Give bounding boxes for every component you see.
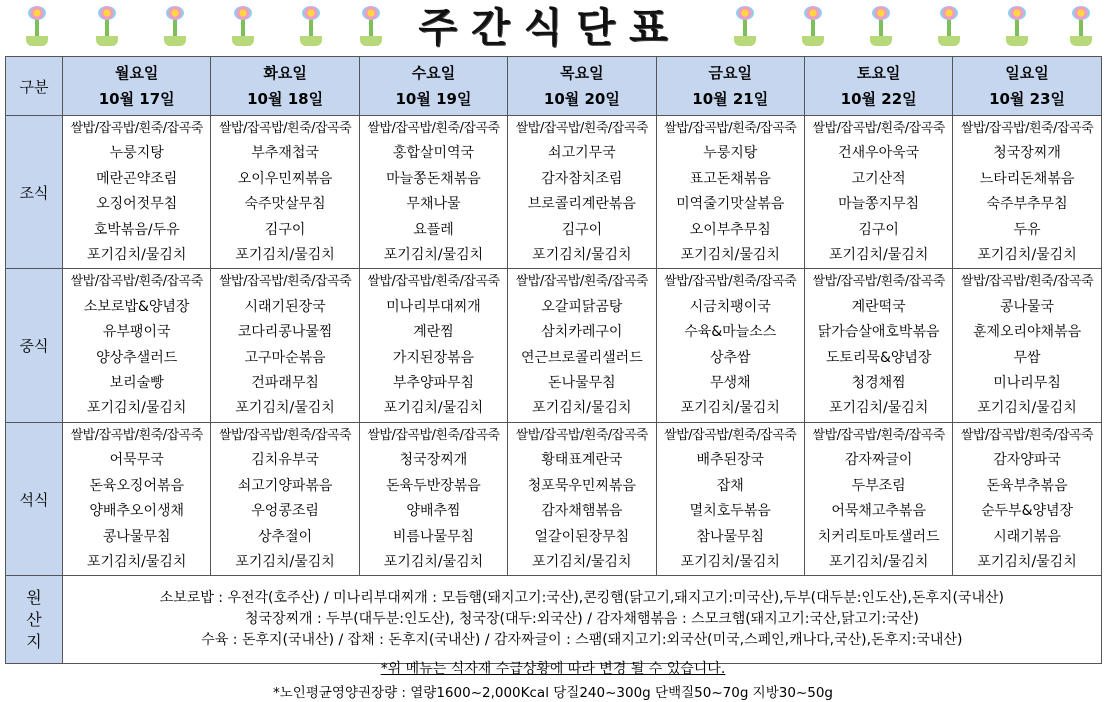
menu-item: 황태표계란국 <box>541 452 623 469</box>
flower-pot-icon <box>22 4 52 48</box>
meal-row <box>6 116 1102 269</box>
menu-item: 무쌈 <box>1013 349 1041 366</box>
menu-item: 감자채햄볶음 <box>541 503 623 520</box>
menu-item: 잡채 <box>716 477 744 494</box>
menu-item: 멸치호두볶음 <box>689 503 771 520</box>
menu-cell <box>63 116 211 269</box>
menu-item: 마늘쫑지무침 <box>838 196 920 213</box>
flower-pot-icon <box>1002 4 1032 48</box>
day-date: 10월 21일 <box>692 90 769 108</box>
menu-item: 시금치팽이국 <box>689 298 771 315</box>
meal-row <box>6 422 1102 575</box>
menu-cell <box>804 269 952 422</box>
menu-item: 두유 <box>1013 221 1041 238</box>
flower-pot-icon <box>730 4 760 48</box>
menu-item: 홍합살미역국 <box>392 145 475 162</box>
menu-item: 김구이 <box>561 221 603 238</box>
menu-cell <box>508 116 656 269</box>
menu-item: 쌀밥/잡곡밥/흰죽/잡곡죽 <box>960 121 1094 136</box>
flower-pot-icon <box>866 4 896 48</box>
day-name: 화요일 <box>263 64 307 82</box>
menu-item: 포기김치/물김치 <box>532 247 632 264</box>
menu-item: 포기김치/물김치 <box>383 553 484 570</box>
menu-item: 상추쌈 <box>709 349 751 366</box>
menu-item: 미역줄기맛살볶음 <box>676 196 785 213</box>
meal-label: 석식 <box>6 422 63 575</box>
menu-item: 쌀밥/잡곡밥/흰죽/잡곡죽 <box>664 121 797 136</box>
menu-item: 쇠고기무국 <box>548 145 616 162</box>
day-name: 목요일 <box>560 64 604 82</box>
menu-item: 포기김치/물김치 <box>977 400 1077 417</box>
menu-item: 미나리무침 <box>993 375 1061 392</box>
menu-item: 포기김치/물김치 <box>87 400 187 417</box>
menu-item: 보리술빵 <box>109 375 164 392</box>
menu-cell <box>508 422 656 575</box>
menu-item: 감자참치조림 <box>541 170 623 187</box>
menu-item: 배추된장국 <box>696 452 765 469</box>
menu-cell <box>953 116 1101 269</box>
origin-label-char: 지 <box>26 631 42 651</box>
origin-label <box>6 576 63 664</box>
menu-item: 포기김치/물김치 <box>532 400 632 417</box>
menu-item: 쌀밥/잡곡밥/흰죽/잡곡죽 <box>218 121 352 136</box>
menu-item: 쌀밥/잡곡밥/흰죽/잡곡죽 <box>70 121 203 136</box>
menu-item: 청국장찌개 <box>399 452 468 469</box>
day-date: 10월 19일 <box>395 90 472 108</box>
flower-pot-icon <box>798 4 828 48</box>
menu-item: 건새우아욱국 <box>838 145 920 162</box>
origin-label-char: 원 <box>26 587 42 607</box>
menu-item: 우엉콩조림 <box>251 503 319 520</box>
menu-item: 메란곤약조림 <box>96 170 178 187</box>
origin-line: 청국장찌개 : 두부(대두분:인도산), 청국장(대두:외국산) / 감자채햄볶음 : 스모크햄(돼지고기:국산,닭고기:국산) <box>244 611 919 628</box>
origin-row <box>6 576 1102 664</box>
menu-item: 포기김치/물김치 <box>235 247 335 264</box>
day-date: 10월 18일 <box>247 90 324 108</box>
menu-item: 고구마순볶음 <box>244 349 326 366</box>
menu-item: 두부조림 <box>851 477 906 494</box>
day-date: 10월 23일 <box>989 90 1066 108</box>
menu-item: 도토리묵&양념장 <box>825 349 932 366</box>
menu-item: 양상추샐러드 <box>96 349 178 366</box>
menu-cell <box>63 422 211 575</box>
menu-item: 어묵채고추볶음 <box>831 503 926 520</box>
origin-info <box>63 576 1102 664</box>
menu-cell <box>211 116 359 269</box>
menu-item: 포기김치/물김치 <box>87 553 187 570</box>
menu-item: 소보로밥&양념장 <box>83 298 190 315</box>
menu-item: 콩나물국 <box>999 298 1055 315</box>
menu-item: 포기김치/물김치 <box>235 553 335 570</box>
menu-item: 포기김치/물김치 <box>532 553 632 570</box>
flower-pot-icon <box>92 4 122 48</box>
menu-item: 호박볶음/두유 <box>93 221 180 238</box>
title-banner <box>0 0 1106 56</box>
menu-item: 코다리콩나물찜 <box>237 324 333 341</box>
menu-item: 쇠고기양파볶음 <box>237 477 333 494</box>
menu-item: 콩나물무침 <box>102 528 171 545</box>
menu-item: 수육&마늘소스 <box>684 324 777 341</box>
day-name: 수요일 <box>411 64 456 82</box>
menu-item: 쌀밥/잡곡밥/흰죽/잡곡죽 <box>367 427 500 443</box>
menu-item: 참나물무침 <box>696 528 765 545</box>
menu-item: 포기김치/물김치 <box>828 400 929 417</box>
flower-pot-icon <box>934 4 964 48</box>
category-header: 구분 <box>6 57 63 116</box>
flower-pot-icon <box>1066 4 1096 48</box>
menu-item: 돈육부추볶음 <box>986 477 1068 494</box>
menu-item: 쌀밥/잡곡밥/흰죽/잡곡죽 <box>367 121 500 136</box>
menu-item: 유부팽이국 <box>102 324 171 341</box>
menu-item: 쌀밥/잡곡밥/흰죽/잡곡죽 <box>960 274 1094 290</box>
menu-item: 포기김치/물김치 <box>680 400 780 417</box>
menu-item: 계란찜 <box>413 324 454 341</box>
menu-cell <box>804 116 952 269</box>
day-name: 일요일 <box>1005 64 1049 82</box>
menu-item: 시래기볶음 <box>993 528 1061 545</box>
menu-item: 쌀밥/잡곡밥/흰죽/잡곡죽 <box>515 121 648 136</box>
menu-cell <box>656 269 804 422</box>
menu-cell <box>804 422 952 575</box>
menu-item: 계란떡국 <box>851 298 906 315</box>
menu-item: 요플레 <box>413 221 454 238</box>
menu-item: 김구이 <box>264 221 306 238</box>
day-name: 월요일 <box>114 64 159 82</box>
day-name: 토요일 <box>856 64 901 82</box>
menu-item: 고기산적 <box>851 170 906 187</box>
menu-item: 미나리부대찌개 <box>386 298 481 315</box>
menu-item: 오징어젓무침 <box>96 196 178 213</box>
menu-item: 쌀밥/잡곡밥/흰죽/잡곡죽 <box>218 427 352 443</box>
menu-item: 포기김치/물김치 <box>828 553 929 570</box>
flower-pot-icon <box>228 4 258 48</box>
menu-item: 비름나물무침 <box>392 528 475 545</box>
menu-cell <box>63 269 211 422</box>
menu-item: 부추양파무침 <box>392 375 475 392</box>
day-header-mon <box>63 57 211 116</box>
menu-cell <box>656 422 804 575</box>
menu-item: 쌀밥/잡곡밥/흰죽/잡곡죽 <box>664 427 797 443</box>
menu-item: 삼치카레구이 <box>541 324 623 341</box>
origin-label-char: 산 <box>26 609 42 629</box>
menu-item: 훈제오리야채볶음 <box>972 324 1082 341</box>
menu-item: 브로콜리계란볶음 <box>527 196 636 213</box>
menu-item: 느타리돈채볶음 <box>979 170 1075 187</box>
menu-item: 얼갈이된장무침 <box>534 528 630 545</box>
menu-item: 오이우민찌볶음 <box>237 170 333 187</box>
menu-item: 순두부&양념장 <box>981 503 1074 520</box>
menu-item: 쌀밥/잡곡밥/흰죽/잡곡죽 <box>515 427 648 443</box>
menu-item: 포기김치/물김치 <box>383 247 484 264</box>
menu-item: 무생채 <box>709 375 751 392</box>
menu-item: 가지된장볶음 <box>392 349 475 366</box>
menu-item: 쌀밥/잡곡밥/흰죽/잡곡죽 <box>960 427 1094 443</box>
menu-item: 쌀밥/잡곡밥/흰죽/잡곡죽 <box>70 427 203 443</box>
menu-change-notice: *위 메뉴는 식자재 수급상황에 따라 변경 될 수 있습니다. <box>380 661 726 677</box>
menu-item: 치커리토마토샐러드 <box>817 528 940 545</box>
flower-pot-icon <box>296 4 326 48</box>
meal-row <box>6 269 1102 422</box>
day-name: 금요일 <box>708 64 752 82</box>
menu-item: 쌀밥/잡곡밥/흰죽/잡곡죽 <box>515 274 648 290</box>
menu-item: 포기김치/물김치 <box>680 247 780 264</box>
menu-item: 포기김치/물김치 <box>977 553 1077 570</box>
menu-cell <box>656 116 804 269</box>
menu-item: 청경채찜 <box>851 375 906 392</box>
meal-label: 중식 <box>6 269 63 422</box>
day-header-thu <box>508 57 656 116</box>
menu-cell <box>359 422 507 575</box>
weekly-menu-table <box>5 56 1102 664</box>
day-date: 10월 17일 <box>98 90 175 108</box>
day-date: 10월 20일 <box>543 90 620 108</box>
menu-item: 양배추오이생채 <box>89 503 185 520</box>
menu-item: 포기김치/물김치 <box>87 247 187 264</box>
menu-item: 마늘쫑돈채볶음 <box>386 170 481 187</box>
menu-item: 돈육오징어볶음 <box>89 477 185 494</box>
menu-item: 쌀밥/잡곡밥/흰죽/잡곡죽 <box>812 427 945 443</box>
menu-item: 표고돈채볶음 <box>689 170 771 187</box>
menu-item: 쌀밥/잡곡밥/흰죽/잡곡죽 <box>218 274 352 290</box>
menu-cell <box>359 269 507 422</box>
menu-cell <box>211 269 359 422</box>
menu-item: 청국장찌개 <box>993 145 1061 162</box>
menu-item: 무채나물 <box>406 196 461 213</box>
menu-item: 쌀밥/잡곡밥/흰죽/잡곡죽 <box>812 274 945 290</box>
menu-cell <box>953 422 1101 575</box>
menu-item: 포기김치/물김치 <box>383 400 484 417</box>
menu-item: 부추재첩국 <box>251 145 319 162</box>
day-date: 10월 22일 <box>840 90 917 108</box>
menu-item: 누룽지탕 <box>109 145 164 162</box>
menu-item: 돈나물무침 <box>548 375 616 392</box>
day-header-fri <box>656 57 804 116</box>
menu-item: 포기김치/물김치 <box>680 553 780 570</box>
menu-item: 시래기된장국 <box>244 298 326 315</box>
menu-cell <box>508 269 656 422</box>
menu-item: 누룽지탕 <box>703 145 758 162</box>
menu-item: 쌀밥/잡곡밥/흰죽/잡곡죽 <box>70 274 203 290</box>
menu-item: 쌀밥/잡곡밥/흰죽/잡곡죽 <box>367 274 500 290</box>
day-header-sat <box>804 57 952 116</box>
day-header-row <box>6 57 1102 116</box>
meal-label: 조식 <box>6 116 63 269</box>
menu-item: 연근브로콜리샐러드 <box>521 349 643 366</box>
menu-item: 양배추찜 <box>406 503 461 520</box>
nutrition-guideline: *노인평균영양권장량 : 열량1600~2,000Kcal 당질240~300g 단백질50~70g 지방30~50g <box>273 685 833 701</box>
menu-item: 김치유부국 <box>251 452 319 469</box>
menu-item: 오갈피닭곰탕 <box>541 298 623 315</box>
menu-item: 포기김치/물김치 <box>235 400 335 417</box>
menu-item: 쌀밥/잡곡밥/흰죽/잡곡죽 <box>664 274 797 290</box>
menu-cell <box>953 269 1101 422</box>
flower-pot-icon <box>356 4 386 48</box>
menu-item: 상추절이 <box>258 528 313 545</box>
menu-item: 닭가슴살애호박볶음 <box>817 324 940 341</box>
day-header-wed <box>359 57 507 116</box>
menu-item: 숙주맛살무침 <box>244 196 326 213</box>
menu-item: 감자양파국 <box>993 452 1061 469</box>
menu-item: 돈육두반장볶음 <box>386 477 481 494</box>
flower-pot-icon <box>160 4 190 48</box>
day-header-sun <box>953 57 1101 116</box>
origin-line: 수육 : 돈후지(국내산) / 잡채 : 돈후지(국내산) / 감자짜글이 : 스팸(돼지고기:외국산(미국,스페인,캐나다,국산),돈후지:국내산) <box>201 632 963 649</box>
origin-line: 소보로밥 : 우전각(호주산) / 미나리부대찌개 : 모듬햄(돼지고기:국산),콘킹햄(닭고기,돼지고기:미국산),두부(대두분:인도산),돈후지(국내산) <box>159 590 1004 607</box>
menu-item: 어묵무국 <box>109 452 164 469</box>
menu-item: 포기김치/물김치 <box>977 247 1077 264</box>
menu-cell <box>359 116 507 269</box>
menu-item: 포기김치/물김치 <box>828 247 929 264</box>
menu-item: 쌀밥/잡곡밥/흰죽/잡곡죽 <box>812 121 945 136</box>
page-title: 주간식단표 <box>418 5 682 51</box>
menu-item: 건파래무침 <box>251 375 319 392</box>
menu-item: 청포묵우민찌볶음 <box>527 477 636 494</box>
menu-item: 오이부추무침 <box>689 221 771 238</box>
menu-item: 감자짜글이 <box>844 452 913 469</box>
menu-cell <box>211 422 359 575</box>
menu-item: 김구이 <box>858 221 899 238</box>
day-header-tue <box>211 57 359 116</box>
menu-item: 숙주부추무침 <box>986 196 1068 213</box>
